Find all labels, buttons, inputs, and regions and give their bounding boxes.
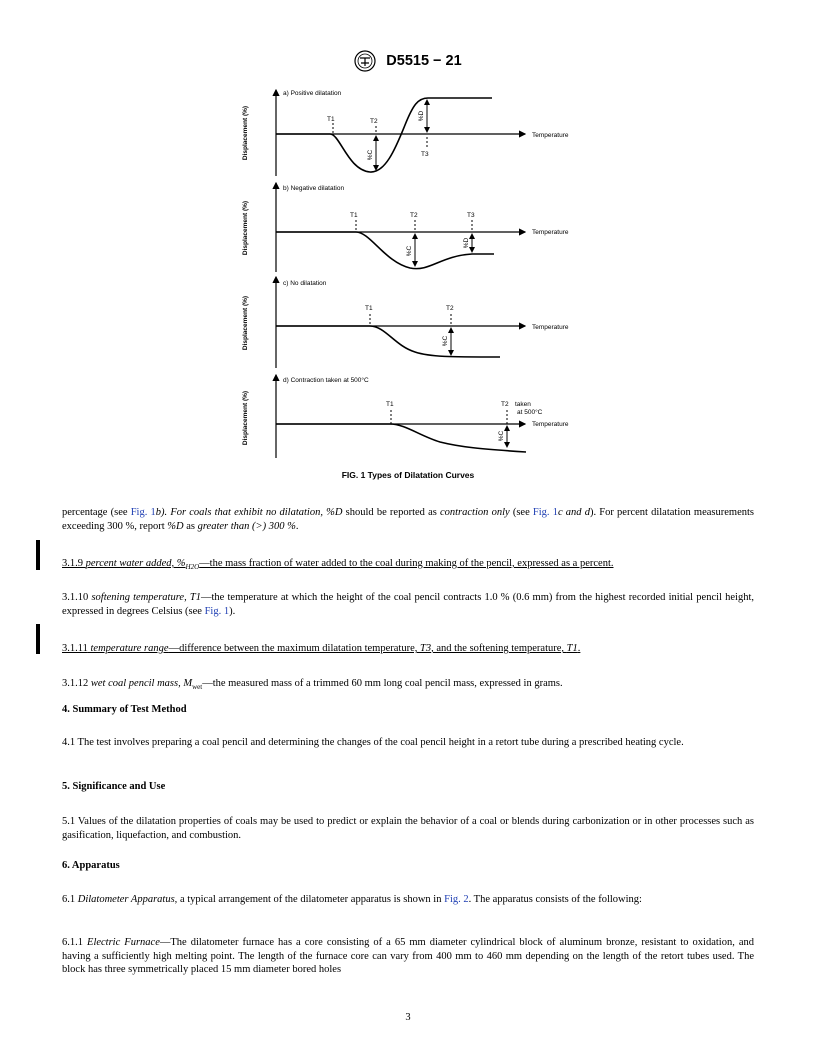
panel-a-ylabel: Displacement (%) [242,105,249,161]
panel-c-xlabel: Temperature [532,324,569,331]
panel-a [242,90,569,176]
svg-text:at 500°C: at 500°C [517,409,543,416]
fig1-link[interactable]: Fig. 1 [130,507,156,518]
paragraph-6-1-1: 6.1.1 Electric Furnace—The dilatometer furnace has a core consisting of a 65 mm diameter cylindrical block of aluminum bronze, resistant to oxidation, and having a sufficiently high melting point. The length of the furnace core can vary from 400 mm to 460 mm depending on the length of the retort tubes used. The block has three symmetrically placed 15 mm diameter bored holes [62,937,754,975]
section-3-1-12: 3.1.12 wet coal pencil mass, $M_{wet}—the$ measured mass of a trimmed 60 mm long coal pencil mass, expressed in grams. [62,678,563,692]
panel-b-curve [276,232,494,269]
svg-text:T1: T1 [365,305,373,312]
svg-text:T2: T2 [501,401,509,408]
heading-4: 4. Summary of Test Method [62,704,187,715]
dilatation-figure [0,0,816,470]
heading-6: 6. Apparatus [62,860,120,871]
panel-d-title: d) Contraction taken at 500°C [283,377,369,384]
svg-text:T1: T1 [350,212,358,219]
panel-c [242,277,569,368]
svg-text:T3: T3 [467,212,475,219]
page-number: 3 [405,1012,411,1023]
revision-bar [36,624,40,654]
svg-text:T1: T1 [386,401,394,408]
panel-a-xlabel: Temperature [532,132,569,139]
svg-text:%C: %C [442,335,449,347]
panel-c-curve [276,326,500,357]
panel-d-curve [276,424,526,452]
heading-5: 5. Significance and Use [62,781,166,792]
paragraph-continuation: percentage (see Fig. 1b). For coals that exhibit no dilatation, %D should be reported as contraction only (see Fig. 1c and d). For percent dilatation measurements exceeding 300 %, report %D as greater than (>) 300 %. [62,507,754,532]
panel-b-xlabel: Temperature [532,229,569,236]
svg-text:%C: %C [406,245,413,257]
panel-c-ylabel: Displacement (%) [242,295,249,351]
fig1-link[interactable]: Fig. 1 [532,507,558,518]
panel-b-ylabel: Displacement (%) [242,200,249,256]
svg-text:T1: T1 [327,116,335,123]
svg-text:%C: %C [498,430,505,442]
svg-text:T2: T2 [410,212,418,219]
svg-text:T3: T3 [421,151,429,158]
svg-text:%C: %C [367,149,374,161]
svg-text:T2: T2 [370,118,378,125]
figure-caption: FIG. 1 Types of Dilatation Curves [341,470,475,480]
paragraph-4-1: 4.1 The test involves preparing a coal pencil and determining the changes of the coal pencil height in a retort tube during a prescribed heating cycle. [62,737,684,748]
svg-text:T2: T2 [446,305,454,312]
panel-c-title: c) No dilatation [283,280,327,287]
paragraph-5-1: 5.1 Values of the dilatation properties of coals may be used to predict or explain the behavior of a coal or blends during carbonization or in other processes such as gasification, liquefaction, and combustion. [62,816,754,841]
panel-d-xlabel: Temperature [532,421,569,428]
panel-d-ylabel: Displacement (%) [242,390,249,446]
section-3-1-11: 3.1.11 temperature range—difference between the maximum dilatation temperature, T3, and the softening temperature, T1. [62,643,581,654]
panel-b [242,183,569,272]
panel-b-title: b) Negative dilatation [283,185,345,192]
svg-text:%D: %D [463,237,470,249]
section-3-1-9: 3.1.9 percent water added, $\%_{H2O}—the$ mass fraction of water added to the coal during making of the pencil, expressed as a percent. [62,558,614,572]
panel-a-title: a) Positive dilatation [283,90,342,97]
svg-text:taken: taken [515,401,531,408]
panel-a-curve [276,98,492,172]
fig2-link[interactable]: Fig. 2 [444,894,469,905]
fig1-link[interactable]: Fig. 1 [204,605,230,617]
panel-d [242,375,569,458]
svg-text:%D: %D [418,110,425,122]
document-number: D5515 − 21 [386,53,462,69]
section-3-1-10: 3.1.10 softening temperature, T1—the temperature at which the height of the coal pencil contracts 1.0 % (0.6 mm) from the highest recorded initial pencil height, expressed in degrees Celsius (see Fig. 1). [62,592,755,617]
paragraph-6-1: 6.1 Dilatometer Apparatus, a typical arrangement of the dilatometer apparatus is shown in Fig. 2. The apparatus consists of the following: [62,894,642,905]
revision-bar [36,540,40,570]
